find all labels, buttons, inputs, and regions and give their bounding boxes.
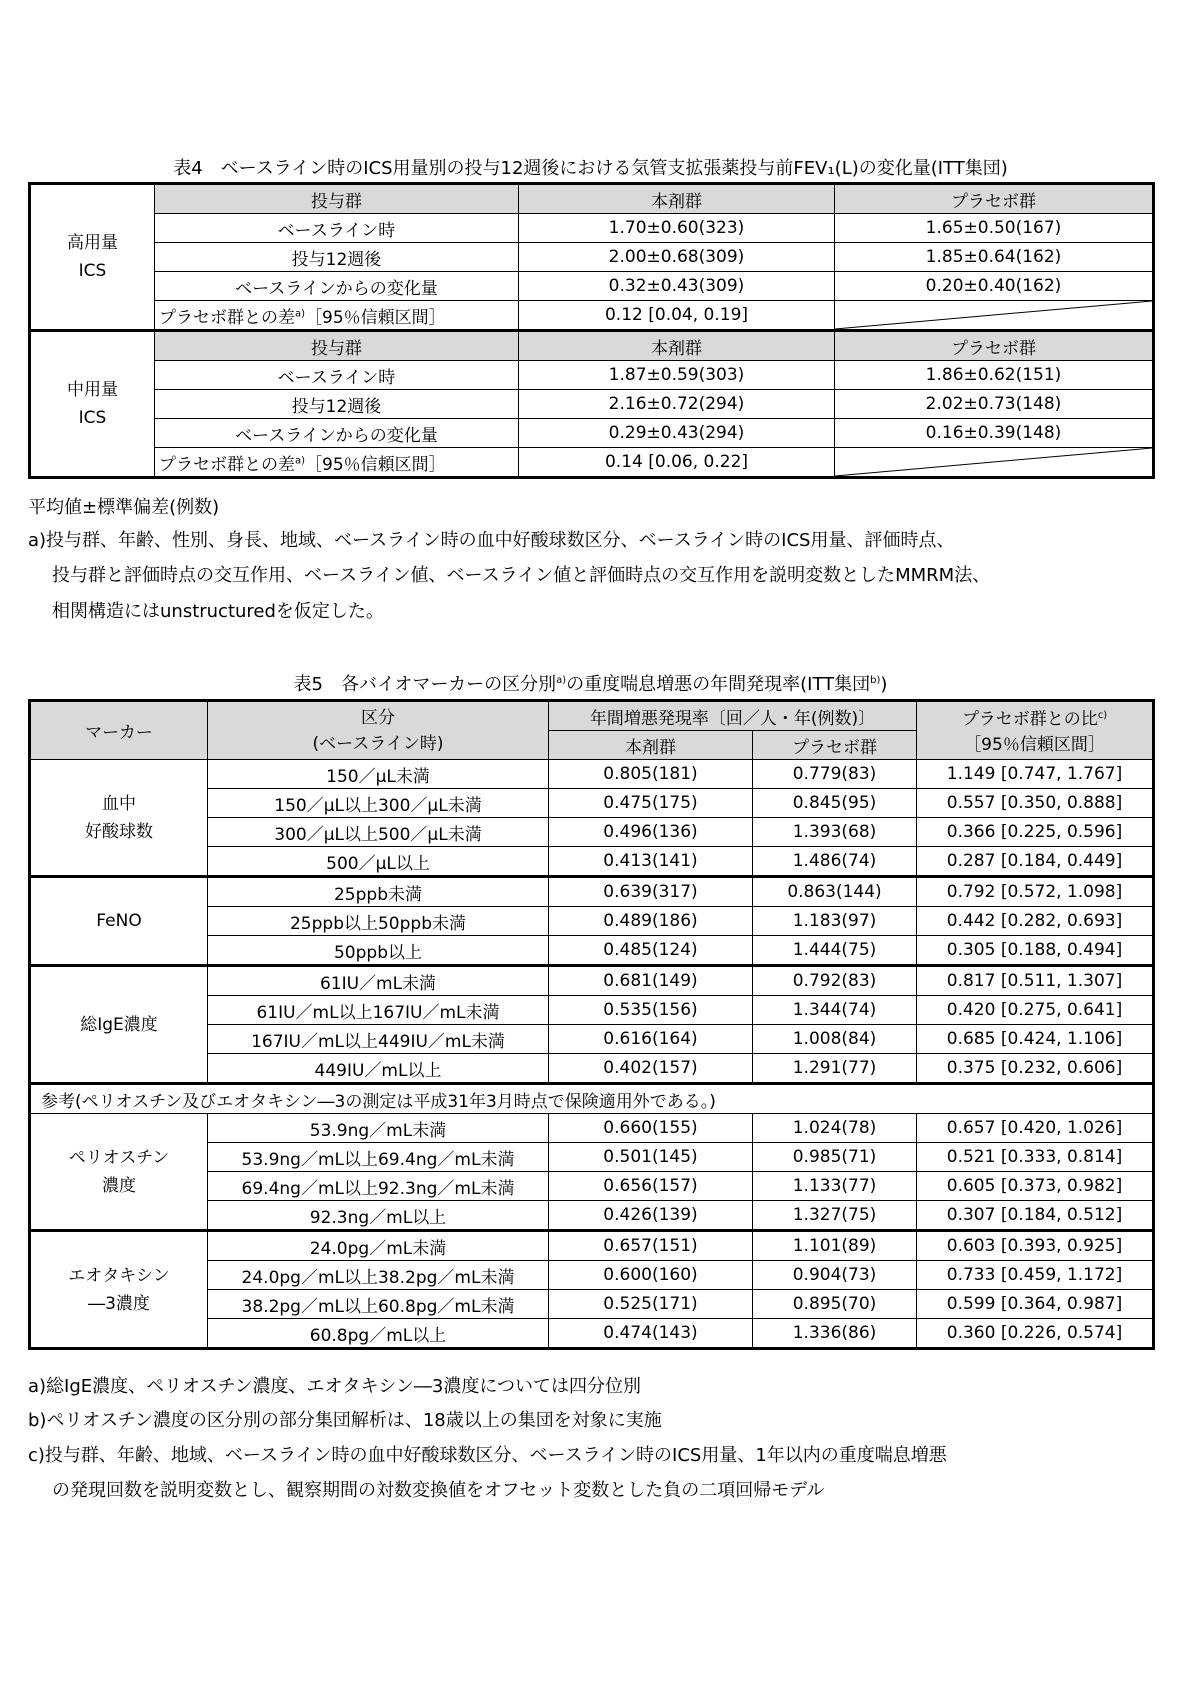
category-cell: 150／μL未満 bbox=[208, 760, 549, 789]
ratio-cell: 0.360 [0.226, 0.574] bbox=[917, 1319, 1154, 1349]
table4-note-0: 平均値±標準偏差(例数) bbox=[28, 497, 220, 518]
category-cell: 500／μL以上 bbox=[208, 847, 549, 877]
header-ratio: プラセボ群との比$^{c)}$ ［95％信頼区間］ bbox=[917, 701, 1154, 760]
drug-rate-cell: 0.474(143) bbox=[549, 1319, 753, 1349]
placebo-rate-cell: 1.327(75) bbox=[753, 1201, 917, 1231]
category-cell: 61IU／mL以上167IU／mL未満 bbox=[208, 996, 549, 1025]
category-cell: 24.0pg／mL以上38.2pg／mL未満 bbox=[208, 1261, 549, 1290]
ratio-cell: 0.817 [0.511, 1.307] bbox=[917, 966, 1154, 996]
diff-ci-label: ［95％信頼区間］ bbox=[305, 454, 446, 475]
category-cell: 300／μL以上500／μL未満 bbox=[208, 818, 549, 847]
table4-fev1-change bbox=[28, 182, 1155, 479]
ratio-cell: 0.792 [0.572, 1.098] bbox=[917, 877, 1154, 907]
category-cell: 61IU／mL未満 bbox=[208, 966, 549, 996]
table4-header-cell: 投与群 bbox=[155, 331, 519, 361]
category-cell: 53.9ng／mL未満 bbox=[208, 1114, 549, 1143]
table4-header-cell: プラセボ群 bbox=[835, 184, 1154, 214]
value-cell: 1.70±0.60(323) bbox=[519, 214, 835, 243]
diff-label-text: プラセボ群との差 bbox=[159, 307, 295, 328]
dose-group-text: 中用量 bbox=[67, 380, 118, 400]
header-drug: 本剤群 bbox=[549, 731, 753, 760]
table-row bbox=[30, 243, 1154, 272]
placebo-rate-cell: 1.133(77) bbox=[753, 1172, 917, 1201]
diff-label bbox=[155, 301, 519, 331]
value-cell: 2.16±0.72(294) bbox=[519, 390, 835, 419]
placebo-rate-cell: 0.985(71) bbox=[753, 1143, 917, 1172]
row-label: ベースラインからの変化量 bbox=[155, 272, 519, 301]
marker-label bbox=[30, 966, 208, 1084]
table-row bbox=[30, 760, 1154, 789]
placebo-rate-cell: 1.336(86) bbox=[753, 1319, 917, 1349]
drug-rate-cell: 0.600(160) bbox=[549, 1261, 753, 1290]
value-cell: 1.87±0.59(303) bbox=[519, 361, 835, 390]
marker-label bbox=[30, 877, 208, 966]
value-cell: 1.85±0.64(162) bbox=[835, 243, 1154, 272]
drug-rate-cell: 0.413(141) bbox=[549, 847, 753, 877]
reference-note: 参考(ペリオスチン及びエオタキシン―3の測定は平成31年3月時点で保険適用外である。) bbox=[30, 1084, 1154, 1114]
placebo-rate-cell: 0.863(144) bbox=[753, 877, 917, 907]
row-label: ベースライン時 bbox=[155, 361, 519, 390]
category-cell: 24.0pg／mL未満 bbox=[208, 1231, 549, 1261]
marker-text: エオタキシン bbox=[68, 1265, 170, 1286]
category-cell: 92.3ng／mL以上 bbox=[208, 1201, 549, 1231]
category-cell: 53.9ng／mL以上69.4ng／mL未満 bbox=[208, 1143, 549, 1172]
table5-exacerbation-rate bbox=[28, 699, 1155, 1350]
diff-ci-label: ［95％信頼区間］ bbox=[305, 307, 446, 328]
marker-text: ―3濃度 bbox=[88, 1293, 150, 1314]
diff-value: 0.14 [0.06, 0.22] bbox=[519, 448, 835, 478]
marker-text: ペリオスチン bbox=[68, 1147, 170, 1168]
table5-note-c: c)投与群、年齢、地域、ベースライン時の血中好酸球数区分、ベースライン時のICS用量、1年以内の重度喘息増悪 bbox=[28, 1445, 947, 1466]
table-row bbox=[30, 361, 1154, 390]
ratio-cell: 0.733 [0.459, 1.172] bbox=[917, 1261, 1154, 1290]
table-row bbox=[30, 272, 1154, 301]
drug-rate-cell: 0.485(124) bbox=[549, 936, 753, 966]
ratio-cell: 1.149 [0.747, 1.767] bbox=[917, 760, 1154, 789]
placebo-rate-cell: 1.393(68) bbox=[753, 818, 917, 847]
table-row bbox=[30, 1231, 1154, 1261]
drug-rate-cell: 0.475(175) bbox=[549, 789, 753, 818]
dose-group-text: ICS bbox=[78, 408, 107, 428]
table4-caption: 表4 ベースライン時のICS用量別の投与12週後における気管支拡張薬投与前FEV₁(L)の変化量(ITT集団) bbox=[173, 158, 1008, 179]
table4-header-row bbox=[30, 331, 1154, 361]
diff-sup: a) bbox=[295, 454, 306, 466]
diff-label bbox=[155, 448, 519, 478]
table5-note-c-2: の発現回数を説明変数とし、観察期間の対数変換値をオフセット変数とした負の二項回帰モデル bbox=[52, 1480, 825, 1501]
placebo-rate-cell: 1.291(77) bbox=[753, 1054, 917, 1084]
category-cell: 60.8pg／mL以上 bbox=[208, 1319, 549, 1349]
header-category: 区分 (ベースライン時) bbox=[208, 701, 549, 760]
drug-rate-cell: 0.681(149) bbox=[549, 966, 753, 996]
ratio-cell: 0.305 [0.188, 0.494] bbox=[917, 936, 1154, 966]
drug-rate-cell: 0.639(317) bbox=[549, 877, 753, 907]
drug-rate-cell: 0.525(171) bbox=[549, 1290, 753, 1319]
table4-note-a-2: 投与群と評価時点の交互作用、ベースライン値、ベースライン値と評価時点の交互作用を説明変数としたMMRM法、 bbox=[52, 565, 991, 586]
drug-rate-cell: 0.657(151) bbox=[549, 1231, 753, 1261]
category-cell: 38.2pg／mL以上60.8pg／mL未満 bbox=[208, 1290, 549, 1319]
header-marker: マーカー bbox=[30, 701, 208, 760]
row-label: ベースライン時 bbox=[155, 214, 519, 243]
value-cell: 2.00±0.68(309) bbox=[519, 243, 835, 272]
row-label: 投与12週後 bbox=[155, 243, 519, 272]
marker-text: 好酸球数 bbox=[85, 821, 153, 842]
drug-rate-cell: 0.501(145) bbox=[549, 1143, 753, 1172]
ratio-cell: 0.287 [0.184, 0.449] bbox=[917, 847, 1154, 877]
table4-header-cell: 本剤群 bbox=[519, 184, 835, 214]
ratio-cell: 0.605 [0.373, 0.982] bbox=[917, 1172, 1154, 1201]
header-placebo: プラセボ群 bbox=[753, 731, 917, 760]
dose-group-label bbox=[30, 331, 155, 478]
marker-text: 血中 bbox=[102, 793, 136, 814]
row-label: 投与12週後 bbox=[155, 390, 519, 419]
table-row-diff bbox=[30, 301, 1154, 331]
category-cell: 167IU／mL以上449IU／mL未満 bbox=[208, 1025, 549, 1054]
placebo-rate-cell: 1.008(84) bbox=[753, 1025, 917, 1054]
drug-rate-cell: 0.426(139) bbox=[549, 1201, 753, 1231]
value-cell: 0.16±0.39(148) bbox=[835, 419, 1154, 448]
diff-label-text: プラセボ群との差 bbox=[159, 454, 295, 475]
table5-note-a: a)総IgE濃度、ペリオスチン濃度、エオタキシン―3濃度については四分位別 bbox=[28, 1376, 641, 1397]
category-cell: 25ppb未満 bbox=[208, 877, 549, 907]
ratio-cell: 0.657 [0.420, 1.026] bbox=[917, 1114, 1154, 1143]
empty-diagonal-cell bbox=[835, 448, 1154, 478]
drug-rate-cell: 0.805(181) bbox=[549, 760, 753, 789]
value-cell: 0.29±0.43(294) bbox=[519, 419, 835, 448]
table-row bbox=[30, 390, 1154, 419]
dose-group-text: ICS bbox=[78, 261, 107, 281]
placebo-rate-cell: 0.845(95) bbox=[753, 789, 917, 818]
table-row-diff bbox=[30, 448, 1154, 478]
header-annual-rate: 年間増悪発現率〔回／人・年(例数)〕 bbox=[549, 701, 917, 731]
marker-text: 総IgE濃度 bbox=[80, 1014, 158, 1035]
table5-caption: 表5 各バイオマーカーの区分別$^{a)}$の重度喘息増悪の年間発現率(ITT集団$^{b)}$) bbox=[293, 674, 888, 695]
ratio-cell: 0.599 [0.364, 0.987] bbox=[917, 1290, 1154, 1319]
table-row bbox=[30, 966, 1154, 996]
category-cell: 69.4ng／mL以上92.3ng／mL未満 bbox=[208, 1172, 549, 1201]
drug-rate-cell: 0.496(136) bbox=[549, 818, 753, 847]
value-cell: 1.65±0.50(167) bbox=[835, 214, 1154, 243]
placebo-rate-cell: 0.779(83) bbox=[753, 760, 917, 789]
value-cell: 2.02±0.73(148) bbox=[835, 390, 1154, 419]
marker-text: FeNO bbox=[96, 911, 142, 931]
ratio-cell: 0.685 [0.424, 1.106] bbox=[917, 1025, 1154, 1054]
empty-diagonal-cell bbox=[835, 301, 1154, 331]
ratio-cell: 0.307 [0.184, 0.512] bbox=[917, 1201, 1154, 1231]
category-cell: 150／μL以上300／μL未満 bbox=[208, 789, 549, 818]
placebo-rate-cell: 1.024(78) bbox=[753, 1114, 917, 1143]
table4-header-cell: プラセボ群 bbox=[835, 331, 1154, 361]
table-row bbox=[30, 214, 1154, 243]
category-cell: 449IU／mL以上 bbox=[208, 1054, 549, 1084]
ratio-cell: 0.557 [0.350, 0.888] bbox=[917, 789, 1154, 818]
placebo-rate-cell: 0.895(70) bbox=[753, 1290, 917, 1319]
placebo-rate-cell: 1.101(89) bbox=[753, 1231, 917, 1261]
value-cell: 0.32±0.43(309) bbox=[519, 272, 835, 301]
ratio-cell: 0.442 [0.282, 0.693] bbox=[917, 907, 1154, 936]
diff-sup: a) bbox=[295, 307, 306, 319]
marker-label bbox=[30, 1231, 208, 1349]
table-row bbox=[30, 419, 1154, 448]
table5-note-b: b)ペリオスチン濃度の区分別の部分集団解析は、18歳以上の集団を対象に実施 bbox=[28, 1410, 662, 1431]
value-cell: 1.86±0.62(151) bbox=[835, 361, 1154, 390]
drug-rate-cell: 0.535(156) bbox=[549, 996, 753, 1025]
reference-row bbox=[30, 1084, 1154, 1114]
table4-header-cell: 本剤群 bbox=[519, 331, 835, 361]
table-row bbox=[30, 877, 1154, 907]
dose-group-label bbox=[30, 184, 155, 331]
drug-rate-cell: 0.660(155) bbox=[549, 1114, 753, 1143]
placebo-rate-cell: 0.792(83) bbox=[753, 966, 917, 996]
table4-header-cell: 投与群 bbox=[155, 184, 519, 214]
category-cell: 50ppb以上 bbox=[208, 936, 549, 966]
placebo-rate-cell: 1.486(74) bbox=[753, 847, 917, 877]
dose-group-text: 高用量 bbox=[67, 233, 118, 253]
table4-note-a-3: 相関構造にはunstructuredを仮定した。 bbox=[52, 601, 384, 622]
category-cell: 25ppb以上50ppb未満 bbox=[208, 907, 549, 936]
marker-label bbox=[30, 1114, 208, 1231]
ratio-cell: 0.420 [0.275, 0.641] bbox=[917, 996, 1154, 1025]
placebo-rate-cell: 1.183(97) bbox=[753, 907, 917, 936]
marker-label bbox=[30, 760, 208, 877]
table4-header-row bbox=[30, 184, 1154, 214]
drug-rate-cell: 0.402(157) bbox=[549, 1054, 753, 1084]
drug-rate-cell: 0.616(164) bbox=[549, 1025, 753, 1054]
drug-rate-cell: 0.489(186) bbox=[549, 907, 753, 936]
placebo-rate-cell: 1.444(75) bbox=[753, 936, 917, 966]
drug-rate-cell: 0.656(157) bbox=[549, 1172, 753, 1201]
ratio-cell: 0.366 [0.225, 0.596] bbox=[917, 818, 1154, 847]
ratio-cell: 0.603 [0.393, 0.925] bbox=[917, 1231, 1154, 1261]
table4-note-a: a)投与群、年齢、性別、身長、地域、ベースライン時の血中好酸球数区分、ベースライン時のICS用量、評価時点、 bbox=[28, 530, 955, 551]
placebo-rate-cell: 0.904(73) bbox=[753, 1261, 917, 1290]
marker-text: 濃度 bbox=[102, 1175, 136, 1196]
row-label: ベースラインからの変化量 bbox=[155, 419, 519, 448]
diff-value: 0.12 [0.04, 0.19] bbox=[519, 301, 835, 331]
ratio-cell: 0.375 [0.232, 0.606] bbox=[917, 1054, 1154, 1084]
placebo-rate-cell: 1.344(74) bbox=[753, 996, 917, 1025]
ratio-cell: 0.521 [0.333, 0.814] bbox=[917, 1143, 1154, 1172]
value-cell: 0.20±0.40(162) bbox=[835, 272, 1154, 301]
table-row bbox=[30, 1114, 1154, 1143]
